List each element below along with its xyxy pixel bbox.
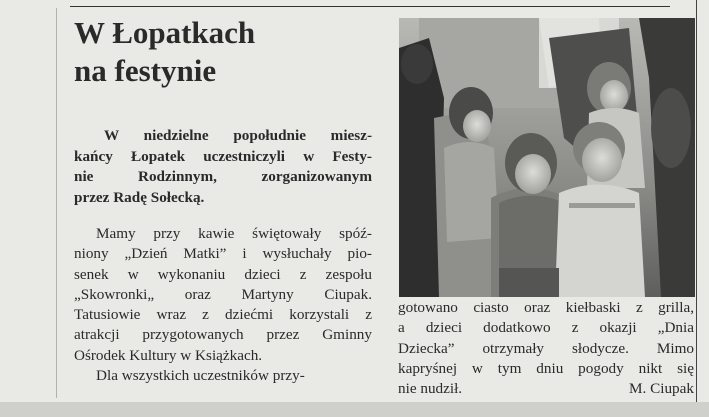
- top-rule: [70, 6, 670, 7]
- body-line: niony „Dzień Matki” i wysłuchały pio-: [74, 245, 372, 263]
- headline-line: W Łopatkach: [74, 15, 256, 50]
- lead-line: nie Rodzinnym, zorganizowanym: [74, 168, 372, 185]
- body-line: kapryśnej w tym dniu pogody nikt się: [398, 359, 694, 377]
- body-line: senek w wykonaniu dzieci z zespołu: [74, 265, 372, 283]
- body-line: Ośrodek Kultury w Książkach.: [74, 346, 263, 364]
- byline: M. Ciupak: [629, 380, 694, 398]
- scan-bottom-edge: [0, 402, 709, 417]
- left-column-edge: [56, 8, 57, 398]
- body-line: Tatusiowie wraz z dziećmi korzystali z: [74, 306, 372, 324]
- continuation-column: [398, 298, 694, 399]
- body-line: Dziecka” otrzymały słodycze. Mimo: [398, 339, 694, 357]
- body-line: a dzieci dodatkowo z okazji „Dnia: [398, 319, 694, 337]
- headline: [74, 14, 384, 90]
- body-text-column: [74, 224, 372, 386]
- lead-line: kańcy Łopatek uczestniczyli w Festy-: [74, 147, 372, 165]
- closing-line: [398, 379, 694, 399]
- body-line: atrakcji przygotowanych przez Gminny: [74, 326, 372, 344]
- lead-paragraph: [74, 126, 372, 208]
- children-photo: [399, 18, 695, 297]
- body-line: Dla wszystkich uczestników przy-: [96, 367, 305, 385]
- body-line: „Skowronki„ oraz Martyny Ciupak.: [74, 285, 372, 303]
- photo-image: [399, 18, 695, 297]
- lead-line: przez Radę Sołecką.: [74, 188, 205, 206]
- page-edge: [696, 0, 697, 417]
- body-line: gotowano ciasto oraz kiełbaski z grilla,: [398, 299, 694, 316]
- last-line: nie nudził.: [398, 380, 463, 398]
- lead-line: W niedzielne popołudnie miesz-: [104, 127, 372, 144]
- body-line: Mamy przy kawie świętowały spóź-: [96, 225, 372, 242]
- headline-line: na festynie: [74, 53, 217, 88]
